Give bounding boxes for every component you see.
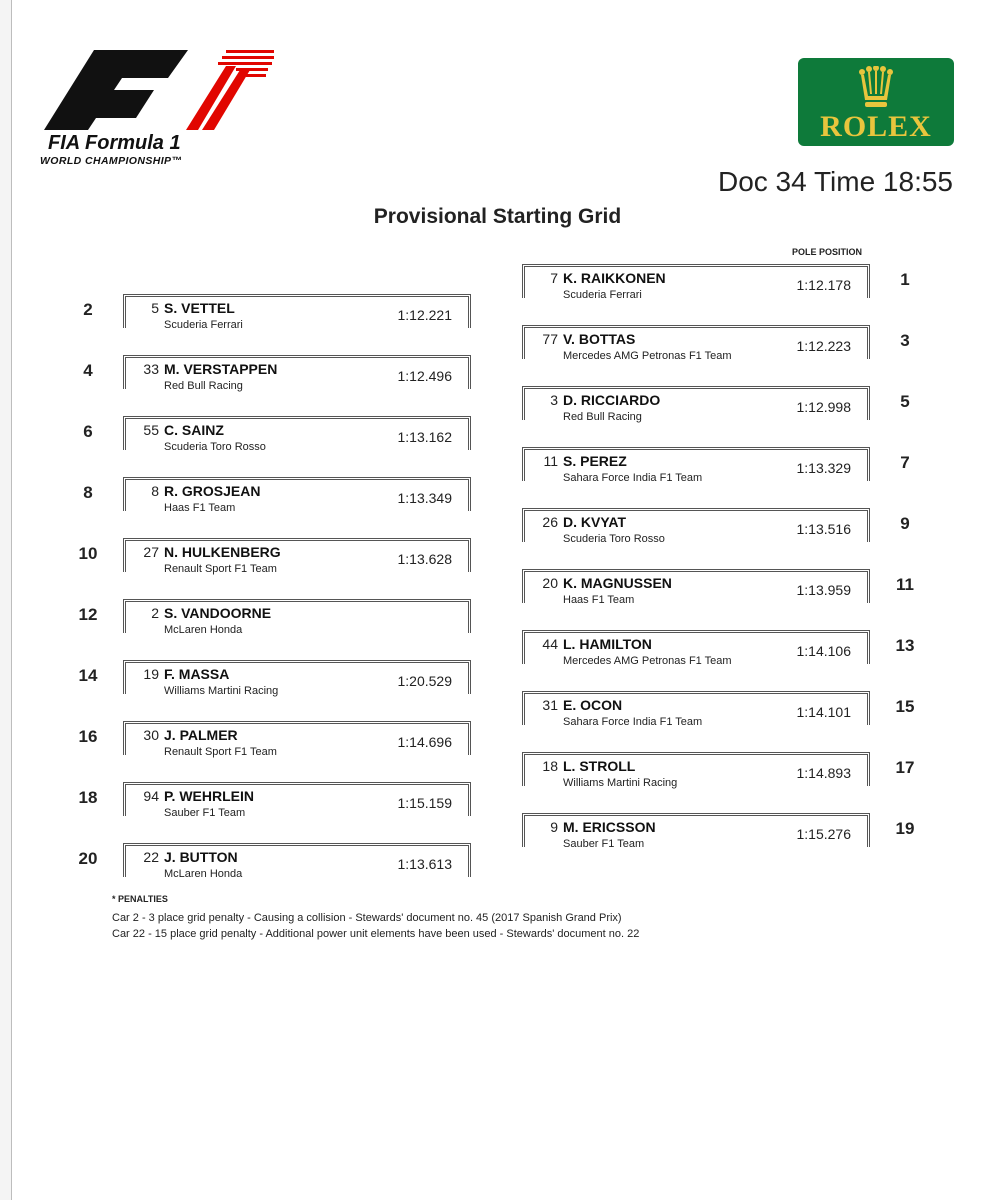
grid-position: 7 — [900, 453, 910, 472]
team-name: Sauber F1 Team — [563, 838, 645, 850]
driver-name: J. BUTTON — [164, 849, 238, 865]
grid-slot — [522, 813, 870, 850]
team-name: Sahara Force India F1 Team — [563, 472, 703, 484]
grid-position: 10 — [78, 544, 98, 563]
doc-time: Doc 34 Time 18:55 — [717, 166, 953, 197]
grid-position: 3 — [900, 331, 910, 350]
penalty-line: Car 2 - 3 place grid penalty - Causing a collision - Stewards' document no. 45 (2017 Spanish Grand Prix) — [112, 912, 622, 924]
page-title: Provisional Starting Grid — [373, 205, 622, 228]
grid-position: 4 — [83, 361, 93, 380]
car-number: 77 — [542, 331, 558, 347]
team-name: Scuderia Toro Rosso — [563, 533, 665, 545]
lap-time: 1:12.178 — [796, 277, 851, 293]
car-number: 19 — [143, 666, 159, 682]
team-name: Haas F1 Team — [563, 594, 635, 606]
car-number: 94 — [143, 788, 159, 804]
driver-name: S. VETTEL — [164, 300, 235, 316]
grid-position: 18 — [78, 788, 98, 807]
car-number: 33 — [143, 361, 159, 377]
team-name: Sahara Force India F1 Team — [563, 716, 703, 728]
driver-name: N. HULKENBERG — [164, 544, 281, 560]
pole-position-label: POLE POSITION — [792, 247, 863, 257]
team-name: Renault Sport F1 Team — [164, 746, 277, 758]
driver-name: C. SAINZ — [164, 422, 224, 438]
grid-slot — [522, 691, 870, 728]
grid-position: 15 — [895, 697, 915, 716]
driver-name: F. MASSA — [164, 666, 230, 682]
team-name: Scuderia Ferrari — [164, 319, 243, 331]
page-edge — [0, 0, 12, 1200]
car-number: 31 — [542, 697, 558, 713]
lap-time: 1:13.613 — [397, 856, 452, 872]
team-name: Mercedes AMG Petronas F1 Team — [563, 655, 732, 667]
car-number: 44 — [542, 636, 558, 652]
lap-time: 1:15.159 — [397, 795, 452, 811]
grid-slot — [123, 538, 471, 575]
lap-time: 1:14.893 — [796, 765, 851, 781]
driver-name: M. ERICSSON — [563, 819, 656, 835]
grid-slot — [123, 294, 471, 331]
rolex-logo — [798, 58, 954, 146]
car-number: 20 — [542, 575, 558, 591]
lap-time: 1:13.628 — [397, 551, 452, 567]
driver-name: E. OCON — [563, 697, 623, 713]
driver-name: D. RICCIARDO — [563, 392, 661, 408]
rolex-wordmark: ROLEX — [820, 110, 932, 143]
penalties-title: * PENALTIES — [112, 894, 168, 904]
driver-name: R. GROSJEAN — [164, 483, 261, 499]
f1-logo — [36, 44, 281, 174]
grid-position: 6 — [83, 422, 93, 441]
grid-position: 12 — [78, 605, 98, 624]
driver-name: L. STROLL — [563, 758, 636, 774]
driver-name: L. HAMILTON — [563, 636, 652, 652]
car-number: 3 — [550, 392, 558, 408]
lap-time: 1:13.162 — [397, 429, 452, 445]
grid-position: 16 — [78, 727, 98, 746]
driver-name: D. KVYAT — [563, 514, 627, 530]
lap-time: 1:15.276 — [796, 826, 851, 842]
team-name: Red Bull Racing — [563, 411, 642, 423]
grid-slot — [123, 599, 471, 636]
grid-position: 13 — [895, 636, 915, 655]
team-name: Scuderia Ferrari — [563, 289, 642, 301]
f1-logo-subtext: WORLD CHAMPIONSHIP™ — [40, 155, 183, 167]
grid-position: 8 — [83, 483, 93, 502]
team-name: Williams Martini Racing — [164, 685, 279, 697]
grid-position: 9 — [900, 514, 910, 533]
grid-slot — [522, 569, 870, 606]
car-number: 55 — [143, 422, 159, 438]
grid-position: 11 — [896, 575, 914, 594]
car-number: 30 — [143, 727, 159, 743]
grid-slot — [123, 782, 471, 819]
car-number: 11 — [543, 453, 558, 469]
driver-name: M. VERSTAPPEN — [164, 361, 278, 377]
team-name: Scuderia Toro Rosso — [164, 441, 266, 453]
car-number: 7 — [550, 270, 558, 286]
team-name: Red Bull Racing — [164, 380, 243, 392]
lap-time: 1:14.101 — [796, 704, 851, 720]
driver-name: V. BOTTAS — [563, 331, 636, 347]
driver-name: K. RAIKKONEN — [563, 270, 666, 286]
lap-time: 1:13.329 — [796, 460, 851, 476]
grid-slot — [522, 325, 870, 362]
lap-time: 1:14.106 — [796, 643, 851, 659]
f1-logo-text: FIA Formula 1 — [48, 132, 181, 154]
lap-time: 1:20.529 — [397, 673, 452, 689]
grid-position: 14 — [78, 666, 98, 685]
team-name: Williams Martini Racing — [563, 777, 678, 789]
grid-position: 19 — [895, 819, 915, 838]
f1-logo-icon — [36, 44, 281, 134]
grid-slot — [522, 752, 870, 789]
car-number: 18 — [542, 758, 558, 774]
lap-time: 1:12.221 — [397, 307, 452, 323]
team-name: McLaren Honda — [164, 868, 243, 880]
grid-slot — [123, 477, 471, 514]
grid-position: 5 — [900, 392, 910, 411]
team-name: Mercedes AMG Petronas F1 Team — [563, 350, 732, 362]
team-name: Renault Sport F1 Team — [164, 563, 277, 575]
driver-name: P. WEHRLEIN — [164, 788, 254, 804]
car-number: 22 — [143, 849, 159, 865]
team-name: Haas F1 Team — [164, 502, 236, 514]
grid-slot — [123, 721, 471, 758]
car-number: 9 — [550, 819, 558, 835]
lap-time: 1:13.959 — [796, 582, 851, 598]
lap-time: 1:14.696 — [397, 734, 452, 750]
lap-time: 1:12.998 — [796, 399, 851, 415]
lap-time: 1:12.496 — [397, 368, 452, 384]
grid-slot — [123, 843, 471, 880]
crown-icon — [858, 66, 894, 110]
grid-slot — [522, 264, 870, 301]
car-number: 27 — [143, 544, 159, 560]
grid-slot — [123, 660, 471, 697]
grid-slot — [522, 386, 870, 423]
team-name: Sauber F1 Team — [164, 807, 246, 819]
team-name: McLaren Honda — [164, 624, 243, 636]
driver-name: K. MAGNUSSEN — [563, 575, 672, 591]
grid-position: 17 — [895, 758, 915, 777]
car-number: 8 — [151, 483, 159, 499]
grid-slot — [522, 630, 870, 667]
driver-name: S. VANDOORNE — [164, 605, 272, 621]
driver-name: J. PALMER — [164, 727, 238, 743]
grid-position: 2 — [83, 300, 93, 319]
car-number: 2 — [151, 605, 159, 621]
lap-time: 1:13.516 — [796, 521, 851, 537]
penalty-line: Car 22 - 15 place grid penalty - Additional power unit elements have been used - Stewards' document no. 22 — [112, 928, 640, 940]
grid-slot — [123, 416, 471, 453]
driver-name: S. PEREZ — [563, 453, 627, 469]
lap-time: 1:12.223 — [796, 338, 851, 354]
lap-time: 1:13.349 — [397, 490, 452, 506]
grid-slot — [522, 508, 870, 545]
car-number: 5 — [151, 300, 159, 316]
grid-slot — [522, 447, 870, 484]
grid-position: 20 — [78, 849, 98, 868]
car-number: 26 — [542, 514, 558, 530]
grid-position: 1 — [900, 270, 910, 289]
grid-slot — [123, 355, 471, 392]
